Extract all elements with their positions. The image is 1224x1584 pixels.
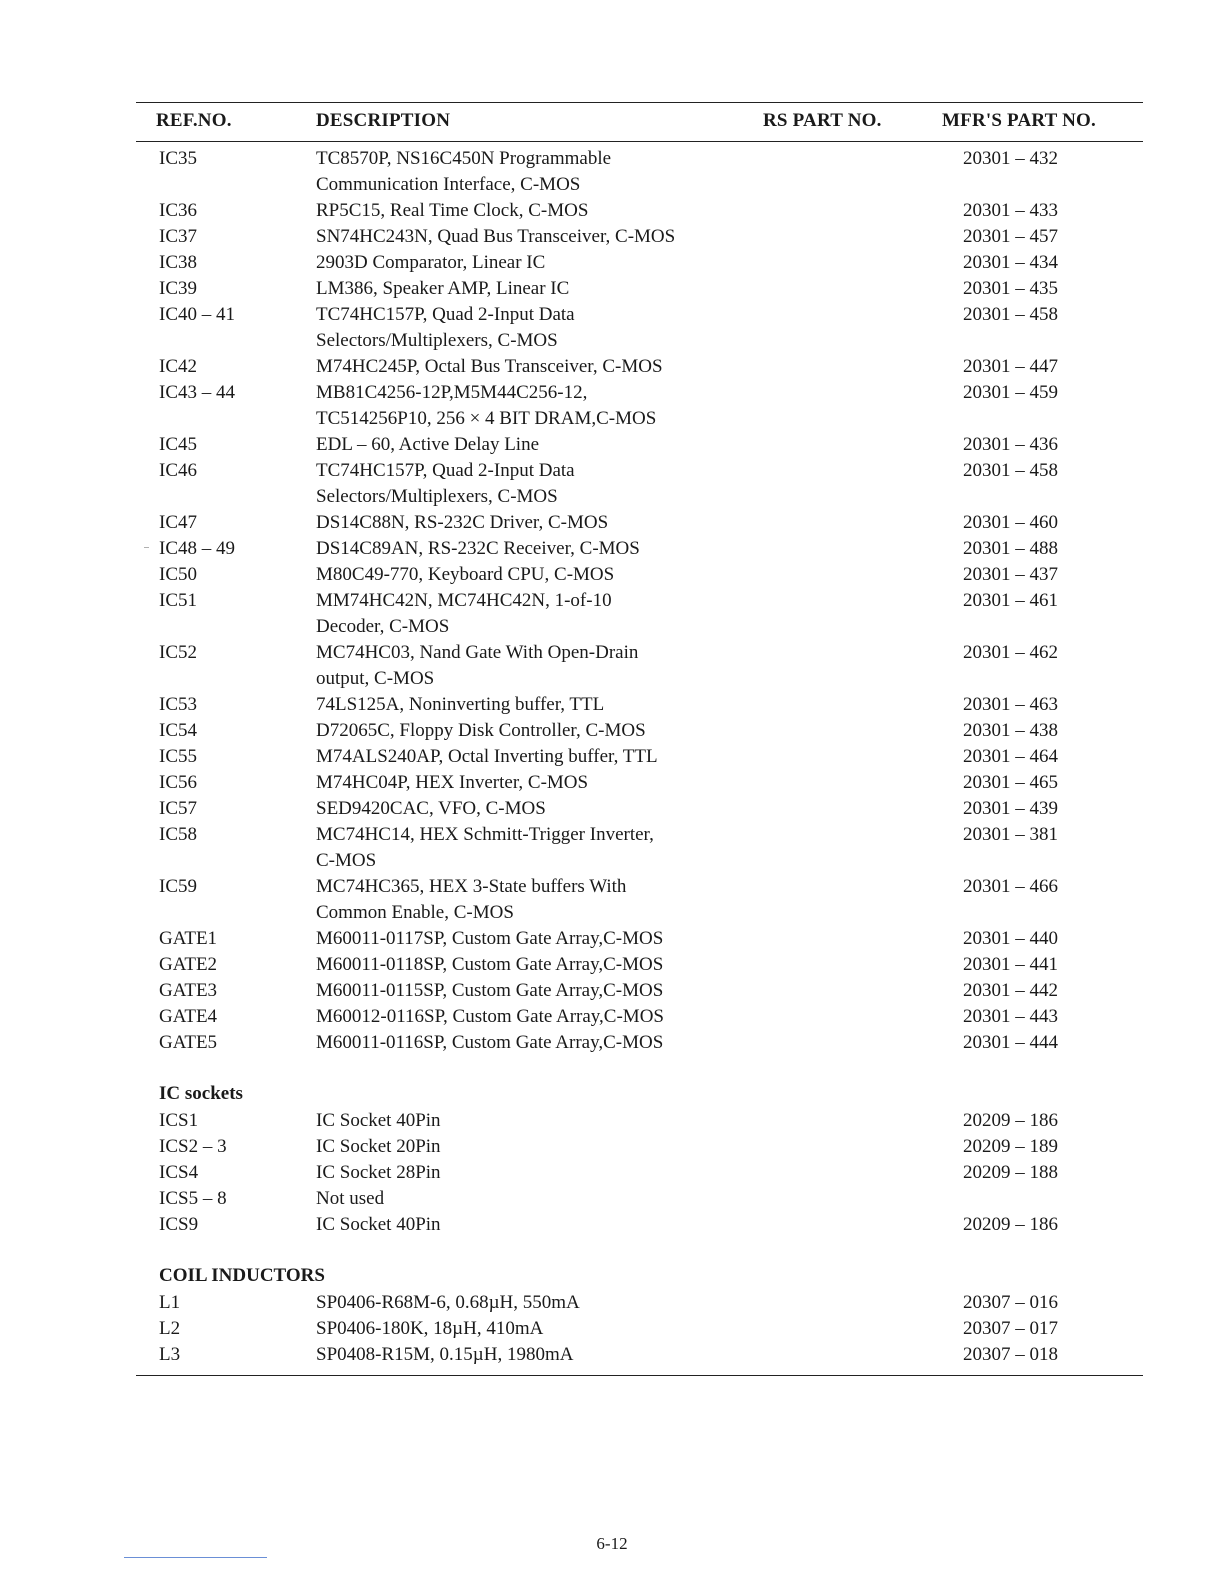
page-number: 6-12 (596, 1534, 628, 1553)
ref-no: IC43 – 44 (159, 382, 235, 403)
ref-no: IC55 (159, 746, 197, 767)
mfr-part-no: 20301 – 438 (963, 720, 1058, 741)
description: Selectors/Multiplexers, C-MOS (316, 486, 558, 507)
description: M80C49-770, Keyboard CPU, C-MOS (316, 564, 615, 585)
ref-no: IC56 (159, 772, 197, 793)
mfr-part-no: 20307 – 017 (963, 1318, 1058, 1339)
mfr-part-no: 20301 – 462 (963, 642, 1058, 663)
description: Communication Interface, C-MOS (316, 174, 581, 195)
description: SP0406-180K, 18µH, 410mA (316, 1318, 544, 1339)
mfr-part-no: 20301 – 444 (963, 1032, 1058, 1053)
table-top-rule (136, 102, 1143, 103)
mfr-part-no: 20209 – 186 (963, 1214, 1058, 1235)
mfr-part-no: 20301 – 433 (963, 200, 1058, 221)
ref-no: IC52 (159, 642, 197, 663)
description: EDL – 60, Active Delay Line (316, 434, 540, 455)
mfr-part-no: 20301 – 441 (963, 954, 1058, 975)
description: TC74HC157P, Quad 2-Input Data (316, 304, 575, 325)
ref-no: IC42 (159, 356, 197, 377)
description: M60012-0116SP, Custom Gate Array,C-MOS (316, 1006, 664, 1027)
mfr-part-no: 20307 – 016 (963, 1292, 1058, 1313)
mfr-part-no: 20301 – 440 (963, 928, 1058, 949)
ref-no: IC37 (159, 226, 197, 247)
mfr-part-no: 20301 – 457 (963, 226, 1058, 247)
description: SP0406-R68M-6, 0.68µH, 550mA (316, 1292, 580, 1313)
scan-artifact (144, 547, 149, 548)
description: Selectors/Multiplexers, C-MOS (316, 330, 558, 351)
mfr-part-no: 20301 – 381 (963, 824, 1058, 845)
ref-no: GATE3 (159, 980, 218, 1001)
ref-no: ICS1 (159, 1110, 199, 1131)
ref-no: IC53 (159, 694, 197, 715)
mfr-part-no: 20301 – 435 (963, 278, 1058, 299)
description: DS14C88N, RS-232C Driver, C-MOS (316, 512, 609, 533)
description: TC74HC157P, Quad 2-Input Data (316, 460, 575, 481)
ref-no: L3 (159, 1344, 181, 1365)
ref-no: ICS4 (159, 1162, 199, 1183)
description: MB81C4256-12P,M5M44C256-12, (316, 382, 588, 403)
description: DS14C89AN, RS-232C Receiver, C-MOS (316, 538, 640, 559)
description: MM74HC42N, MC74HC42N, 1-of-10 (316, 590, 612, 611)
section-title-coil-inductors: COIL INDUCTORS (159, 1265, 325, 1286)
mfr-part-no: 20301 – 442 (963, 980, 1058, 1001)
ref-no: IC48 – 49 (159, 538, 235, 559)
mfr-part-no: 20209 – 186 (963, 1110, 1058, 1131)
corner-scan-line (124, 1557, 267, 1558)
mfr-part-no: 20301 – 443 (963, 1006, 1058, 1027)
description: M60011-0116SP, Custom Gate Array,C-MOS (316, 1032, 664, 1053)
header-ref-no: REF.NO. (156, 110, 232, 131)
description: LM386, Speaker AMP, Linear IC (316, 278, 570, 299)
description: MC74HC365, HEX 3-State buffers With (316, 876, 627, 897)
ref-no: IC35 (159, 148, 197, 169)
mfr-part-no: 20209 – 189 (963, 1136, 1058, 1157)
section-title-ic-sockets: IC sockets (159, 1083, 243, 1104)
description: M74ALS240AP, Octal Inverting buffer, TTL (316, 746, 658, 767)
description: Not used (316, 1188, 385, 1209)
ref-no: IC36 (159, 200, 197, 221)
description: M60011-0118SP, Custom Gate Array,C-MOS (316, 954, 664, 975)
mfr-part-no: 20301 – 458 (963, 304, 1058, 325)
description: SP0408-R15M, 0.15µH, 1980mA (316, 1344, 574, 1365)
description: M74HC04P, HEX Inverter, C-MOS (316, 772, 589, 793)
ref-no: IC47 (159, 512, 197, 533)
mfr-part-no: 20301 – 459 (963, 382, 1058, 403)
header-bottom-rule (136, 141, 1143, 142)
ref-no: GATE2 (159, 954, 218, 975)
description: M60011-0117SP, Custom Gate Array,C-MOS (316, 928, 664, 949)
mfr-part-no: 20301 – 463 (963, 694, 1058, 715)
description: 74LS125A, Noninverting buffer, TTL (316, 694, 605, 715)
ref-no: IC40 – 41 (159, 304, 235, 325)
description: MC74HC03, Nand Gate With Open-Drain (316, 642, 639, 663)
mfr-part-no: 20301 – 461 (963, 590, 1058, 611)
mfr-part-no: 20301 – 434 (963, 252, 1058, 273)
description: SN74HC243N, Quad Bus Transceiver, C-MOS (316, 226, 676, 247)
description: SED9420CAC, VFO, C-MOS (316, 798, 546, 819)
ref-no: ICS5 – 8 (159, 1188, 227, 1209)
description: Decoder, C-MOS (316, 616, 450, 637)
mfr-part-no: 20307 – 018 (963, 1344, 1058, 1365)
description: M74HC245P, Octal Bus Transceiver, C-MOS (316, 356, 663, 377)
mfr-part-no: 20301 – 439 (963, 798, 1058, 819)
header-description: DESCRIPTION (316, 110, 451, 131)
ref-no: ICS9 (159, 1214, 199, 1235)
ref-no: GATE5 (159, 1032, 218, 1053)
ref-no: GATE1 (159, 928, 218, 949)
description: RP5C15, Real Time Clock, C-MOS (316, 200, 589, 221)
ref-no: L2 (159, 1318, 181, 1339)
description: TC514256P10, 256 × 4 BIT DRAM,C-MOS (316, 408, 657, 429)
description: D72065C, Floppy Disk Controller, C-MOS (316, 720, 646, 741)
ref-no: IC46 (159, 460, 197, 481)
mfr-part-no: 20301 – 464 (963, 746, 1058, 767)
ref-no: IC58 (159, 824, 197, 845)
header-mfr-part-no: MFR'S PART NO. (942, 110, 1096, 131)
description: C-MOS (316, 850, 377, 871)
mfr-part-no: 20301 – 436 (963, 434, 1058, 455)
ref-no: IC45 (159, 434, 197, 455)
ref-no: IC50 (159, 564, 197, 585)
description: IC Socket 40Pin (316, 1110, 441, 1131)
ref-no: IC51 (159, 590, 197, 611)
description: M60011-0115SP, Custom Gate Array,C-MOS (316, 980, 664, 1001)
header-rs-part-no: RS PART NO. (763, 110, 882, 131)
mfr-part-no: 20301 – 466 (963, 876, 1058, 897)
ref-no: IC38 (159, 252, 197, 273)
description: output, C-MOS (316, 668, 435, 689)
mfr-part-no: 20301 – 488 (963, 538, 1058, 559)
mfr-part-no: 20209 – 188 (963, 1162, 1058, 1183)
ref-no: L1 (159, 1292, 181, 1313)
description: TC8570P, NS16C450N Programmable (316, 148, 612, 169)
mfr-part-no: 20301 – 432 (963, 148, 1058, 169)
description: IC Socket 28Pin (316, 1162, 441, 1183)
description: IC Socket 40Pin (316, 1214, 441, 1235)
mfr-part-no: 20301 – 447 (963, 356, 1058, 377)
description: 2903D Comparator, Linear IC (316, 252, 546, 273)
table-bottom-rule (136, 1375, 1143, 1376)
ref-no: IC57 (159, 798, 197, 819)
mfr-part-no: 20301 – 458 (963, 460, 1058, 481)
description: Common Enable, C-MOS (316, 902, 514, 923)
ref-no: IC54 (159, 720, 197, 741)
mfr-part-no: 20301 – 465 (963, 772, 1058, 793)
ref-no: ICS2 – 3 (159, 1136, 227, 1157)
description: MC74HC14, HEX Schmitt-Trigger Inverter, (316, 824, 654, 845)
mfr-part-no: 20301 – 437 (963, 564, 1058, 585)
ref-no: IC59 (159, 876, 197, 897)
ref-no: IC39 (159, 278, 197, 299)
mfr-part-no: 20301 – 460 (963, 512, 1058, 533)
description: IC Socket 20Pin (316, 1136, 441, 1157)
ref-no: GATE4 (159, 1006, 218, 1027)
